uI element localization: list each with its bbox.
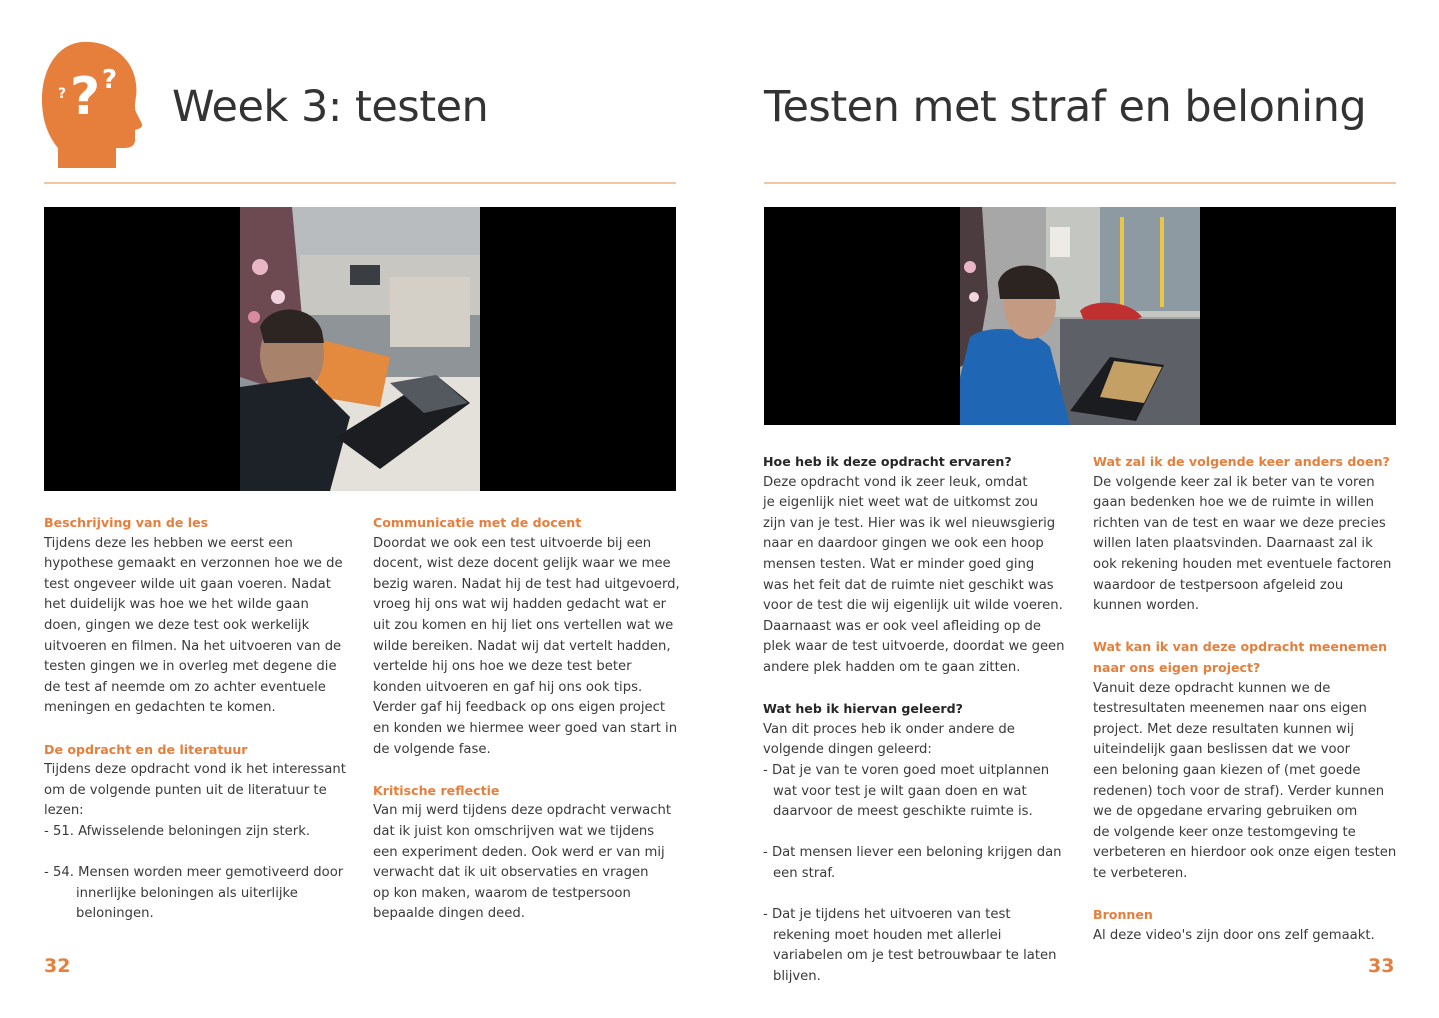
left-page	[0, 0, 719, 1018]
list-item: - 51. Afwisselende beloningen zijn sterk.	[44, 823, 311, 839]
text-line: docent, wist deze docent gelijk waar we mee	[373, 556, 671, 572]
page-title: Week 3: testen	[172, 82, 489, 132]
text-line: gaan bedenken hoe we de ruimte in willen	[1093, 495, 1374, 511]
left-column-1	[44, 513, 352, 925]
right-page	[720, 0, 1439, 1018]
list-item: - Dat je tijdens het uitvoeren van test rekening moet houden met allerlei variabelen om je test betrouwbaar te laten blijven.	[763, 907, 1057, 984]
section-heading: Bronnen	[1093, 907, 1153, 923]
video-frame[interactable]	[764, 207, 1396, 425]
text-line: te verbeteren.	[1093, 865, 1188, 881]
section-heading: Wat heb ik hiervan geleerd?	[763, 701, 963, 717]
text-line: ook rekening houden met eventuele factoren	[1093, 556, 1392, 572]
head-question-icon	[38, 40, 144, 168]
right-column-1	[763, 452, 1071, 987]
video-frame[interactable]	[44, 207, 676, 491]
text-line: mensen testen. Wat er minder goed ging	[763, 556, 1035, 572]
section-heading: Kritische reflectie	[373, 782, 500, 798]
text-line: lezen:	[44, 803, 84, 819]
text-line: uiteindelijk gaan beslissen dat we voor	[1093, 742, 1351, 758]
text-line: project. Met deze resultaten kunnen wij	[1093, 721, 1355, 737]
svg-text:?: ?	[70, 67, 101, 127]
text-line: redenen) toch voor de straf). Verder kunnen	[1093, 783, 1385, 799]
text-line: richten van de test en waar we deze precies	[1093, 515, 1386, 531]
text-line: testresultaten meenemen naar ons eigen	[1093, 701, 1367, 717]
list-item: - 54. Mensen worden meer gemotiveerd door innerlijke beloningen als uiterlijke beloningen.	[44, 865, 344, 922]
text-line: Van mij werd tijdens deze opdracht verwacht	[373, 803, 672, 819]
text-line: uitvoeren en filmen. Na het uitvoeren van de	[44, 638, 342, 654]
text-line: op kon maken, waarom de testpersoon	[373, 885, 631, 901]
text-line: doen, gingen we deze test ook werkelijk	[44, 617, 310, 633]
text-line: konden uitvoeren en gaf hij ons ook tips.	[373, 679, 643, 695]
text-line: verwacht dat ik uit observaties en vragen	[373, 865, 649, 881]
text-line: naar en daardoor gingen we ook een hoop	[763, 536, 1044, 552]
text-line: plek waar de test uitvoerde, doordat we geen	[763, 639, 1065, 655]
text-line: verbeteren en hierdoor ook onze eigen testen	[1093, 845, 1397, 861]
text-line: testen gingen we in overleg met degene die	[44, 659, 337, 675]
section-heading: Hoe heb ik deze opdracht ervaren?	[763, 454, 1012, 469]
text-line: om de volgende punten uit de literatuur te	[44, 782, 327, 798]
section-heading: Beschrijving van de les	[44, 515, 209, 530]
text-line: de test af neemde om zo achter eventuele	[44, 679, 326, 695]
video-thumbnail	[240, 207, 480, 491]
text-line: meningen en gedachten te komen.	[44, 700, 276, 716]
text-line: het duidelijk was hoe we het wilde gaan	[44, 597, 309, 613]
text-line: een experiment deden. Ook werd er van mij	[373, 844, 665, 860]
svg-text:?: ?	[58, 86, 67, 102]
page-number: 32	[44, 955, 71, 977]
section-heading: naar ons eigen project?	[1093, 659, 1261, 675]
title-divider	[44, 182, 676, 184]
text-line: vertelde hij ons hoe we deze test beter	[373, 659, 632, 675]
video-thumbnail	[960, 207, 1200, 425]
text-line: Vanuit deze opdracht kunnen we de	[1093, 680, 1331, 696]
text-line: kunnen worden.	[1093, 598, 1200, 614]
section-heading: Wat kan ik van deze opdracht meenemen	[1093, 639, 1388, 655]
text-line: De volgende keer zal ik beter van te voren	[1093, 474, 1375, 490]
text-line: zijn van je test. Hier was ik wel nieuwsgierig	[763, 515, 1056, 531]
text-line: de volgende fase.	[373, 741, 491, 757]
text-line: bezig waren. Nadat hij de test had uitgevoerd,	[373, 576, 680, 592]
list-item: - Dat mensen liever een beloning krijgen dan een straf.	[763, 845, 1062, 881]
text-line: en konden we hiermee weer goed van start in	[373, 720, 678, 736]
text-line: Daarnaast was er ook veel afleiding op de	[763, 618, 1042, 634]
text-line: voor de test die wij eigenlijk uit wilde voeren.	[763, 598, 1063, 614]
text-line: een beloning gaan kiezen of (met goede	[1093, 762, 1361, 778]
text-line: we de opgedane ervaring gebruiken om	[1093, 804, 1358, 820]
text-line: bepaalde dingen deed.	[373, 906, 525, 922]
text-line: was het feit dat de ruimte niet geschikt was	[763, 577, 1054, 593]
text-line: Deze opdracht vond ik zeer leuk, omdat	[763, 474, 1028, 490]
left-column-2	[373, 513, 681, 925]
text-line: volgende dingen geleerd:	[763, 742, 932, 758]
list-item: - Dat je van te voren goed moet uitplannen wat voor test je wilt gaan doen en wat daarvoor de meest geschikte ruimte is.	[763, 762, 1050, 820]
section-heading: De opdracht en de literatuur	[44, 741, 248, 757]
text-line: hypothese gemaakt en verzonnen hoe we de	[44, 556, 343, 572]
section-heading: Wat zal ik de volgende keer anders doen?	[1093, 454, 1390, 469]
text-line: test ongeveer wilde uit gaan voeren. Nadat	[44, 576, 331, 592]
text-line: Al deze video's zijn door ons zelf gemaakt.	[1093, 927, 1375, 943]
text-line: Tijdens deze les hebben we eerst een	[44, 535, 293, 551]
text-line: Verder gaf hij feedback op ons eigen project	[373, 700, 666, 716]
right-column-2	[1093, 452, 1401, 946]
text-line: dat ik juist kon omschrijven wat we tijdens	[373, 823, 655, 839]
text-line: waardoor de testpersoon afgeleid zou	[1093, 577, 1344, 593]
svg-text:?: ?	[102, 65, 118, 95]
text-line: uit zou komen en hij liet ons vertellen wat we	[373, 617, 674, 633]
text-line: vroeg hij ons wat wij hadden gedacht wat er	[373, 597, 667, 613]
section-heading: Communicatie met de docent	[373, 515, 582, 530]
text-line: willen laten plaatsvinden. Daarnaast zal ik	[1093, 536, 1373, 552]
text-line: wilde bereiken. Nadat wij dat vertelt hadden,	[373, 638, 671, 654]
text-line: je eigenlijk niet weet wat de uitkomst zou	[763, 495, 1039, 511]
title-divider	[764, 182, 1396, 184]
text-line: Van dit proces heb ik onder andere de	[763, 721, 1015, 737]
text-line: de volgende keer onze testomgeving te	[1093, 824, 1356, 840]
text-line: Doordat we ook een test uitvoerde bij een	[373, 535, 652, 551]
page-title: Testen met straf en beloning	[764, 82, 1367, 132]
page-number: 33	[1368, 955, 1395, 977]
text-line: Tijdens deze opdracht vond ik het interessant	[44, 762, 346, 778]
text-line: andere plek hadden om te gaan zitten.	[763, 659, 1021, 675]
